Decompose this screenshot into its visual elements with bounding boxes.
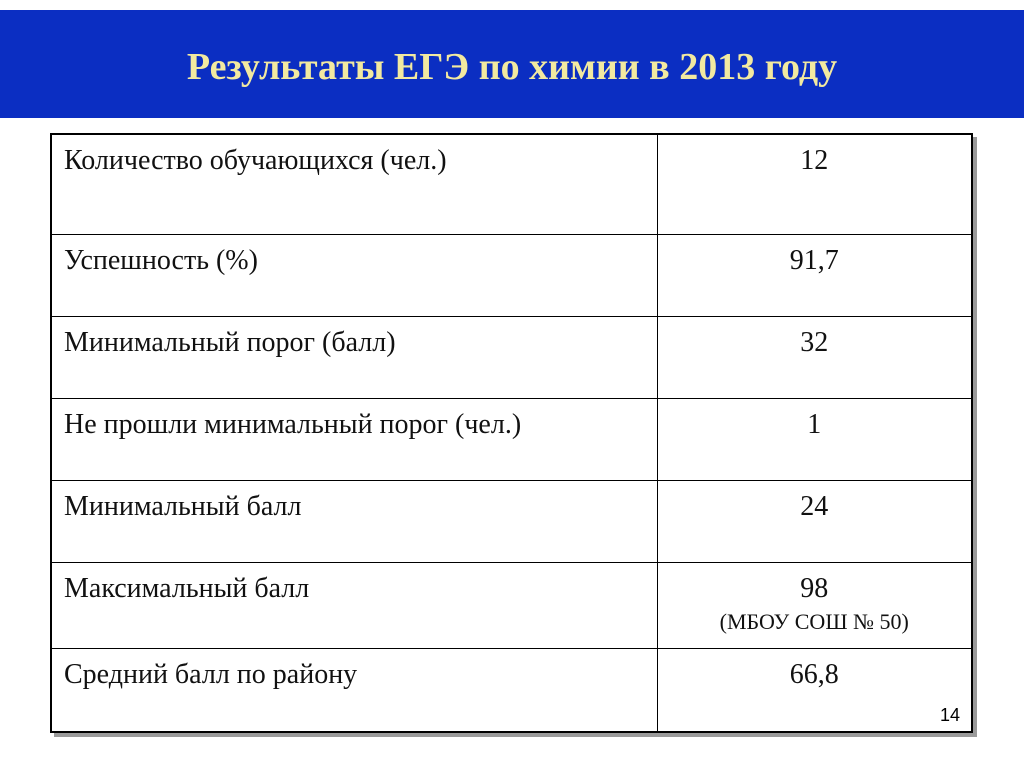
page-number: 14: [939, 705, 960, 725]
row-value-note: (МБОУ СОШ № 50): [719, 608, 909, 634]
results-table: [50, 133, 973, 733]
title-bar: [0, 10, 1024, 118]
row-label: Не прошли минимальный порог (чел.): [51, 398, 657, 480]
row-label: Количество обучающихся (чел.): [51, 134, 657, 234]
row-value: [657, 562, 972, 648]
row-value: 66,8: [657, 648, 972, 732]
row-value-number: 98: [800, 572, 829, 604]
row-label: Минимальный балл: [51, 480, 657, 562]
table-row: [51, 398, 972, 480]
row-label: Минимальный порог (балл): [51, 316, 657, 398]
row-value: 91,7: [657, 234, 972, 316]
row-value: 1: [657, 398, 972, 480]
table-row: [51, 480, 972, 562]
row-label: Успешность (%): [51, 234, 657, 316]
slide-title: Результаты ЕГЭ по химии в 2013 году: [186, 46, 838, 88]
table-row: [51, 316, 972, 398]
table-row: [51, 562, 972, 648]
table-row: [51, 234, 972, 316]
row-value: 24: [657, 480, 972, 562]
row-value: 32: [657, 316, 972, 398]
row-value: 12: [657, 134, 972, 234]
row-label: Максимальный балл: [51, 562, 657, 648]
row-label: Средний балл по району: [51, 648, 657, 732]
table-row: [51, 134, 972, 234]
table-row: [51, 648, 972, 732]
